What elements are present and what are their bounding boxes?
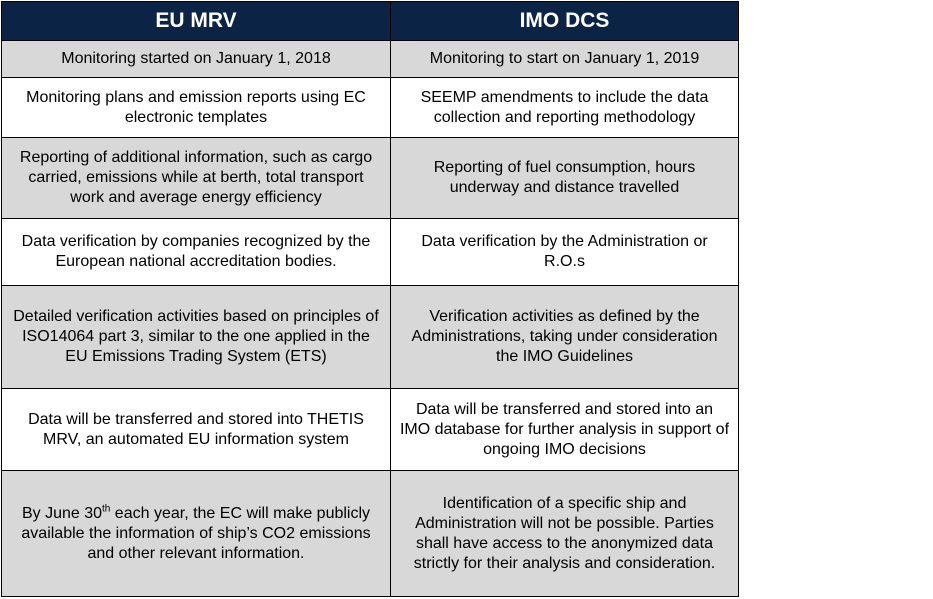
table-row xyxy=(2,41,739,78)
table-row xyxy=(2,219,739,286)
imo-dcs-cell: Identification of a specific ship and Administration will not be possible. Parties shall have access to the anonymized data strictly for their analysis and consideration. xyxy=(391,471,739,597)
imo-dcs-cell: Verification activities as defined by the Administrations, taking under consideration the IMO Guidelines xyxy=(391,286,739,389)
table-row xyxy=(2,471,739,597)
table-row xyxy=(2,138,739,219)
eu-mrv-text-post: each year, the EC will make publicly available the information of ship’s CO2 emissions and other relevant information. xyxy=(21,504,371,562)
table-row xyxy=(2,78,739,138)
imo-dcs-cell: SEEMP amendments to include the data collection and reporting methodology xyxy=(391,78,739,138)
ordinal-suffix: th xyxy=(102,503,111,515)
eu-mrv-text-pre: By June 30 xyxy=(21,504,103,522)
eu-mrv-cell: Monitoring started on January 1, 2018 xyxy=(2,41,391,78)
header-row xyxy=(2,2,739,41)
imo-dcs-cell: Monitoring to start on January 1, 2019 xyxy=(391,41,739,78)
eu-mrv-cell: Detailed verification activities based on principles of ISO14064 part 3, similar to the one applied in the EU Emissions Trading System (ETS) xyxy=(2,286,391,389)
table-row xyxy=(2,389,739,471)
header-eu-mrv: EU MRV xyxy=(2,2,391,41)
eu-mrv-cell: Data verification by companies recognized by the European national accreditation bodies. xyxy=(2,219,391,286)
table-row xyxy=(2,286,739,389)
comparison-table xyxy=(1,1,739,597)
eu-mrv-cell: Reporting of additional information, such as cargo carried, emissions while at berth, total transport work and average energy efficiency xyxy=(2,138,391,219)
eu-mrv-cell: Monitoring plans and emission reports using EC electronic templates xyxy=(2,78,391,138)
imo-dcs-cell: Data will be transferred and stored into an IMO database for further analysis in support of ongoing IMO decisions xyxy=(391,389,739,471)
eu-mrv-cell xyxy=(2,471,391,597)
imo-dcs-cell: Reporting of fuel consumption, hours underway and distance travelled xyxy=(391,138,739,219)
imo-dcs-cell: Data verification by the Administration or R.O.s xyxy=(391,219,739,286)
header-imo-dcs: IMO DCS xyxy=(391,2,739,41)
eu-mrv-cell: Data will be transferred and stored into THETIS MRV, an automated EU information system xyxy=(2,389,391,471)
